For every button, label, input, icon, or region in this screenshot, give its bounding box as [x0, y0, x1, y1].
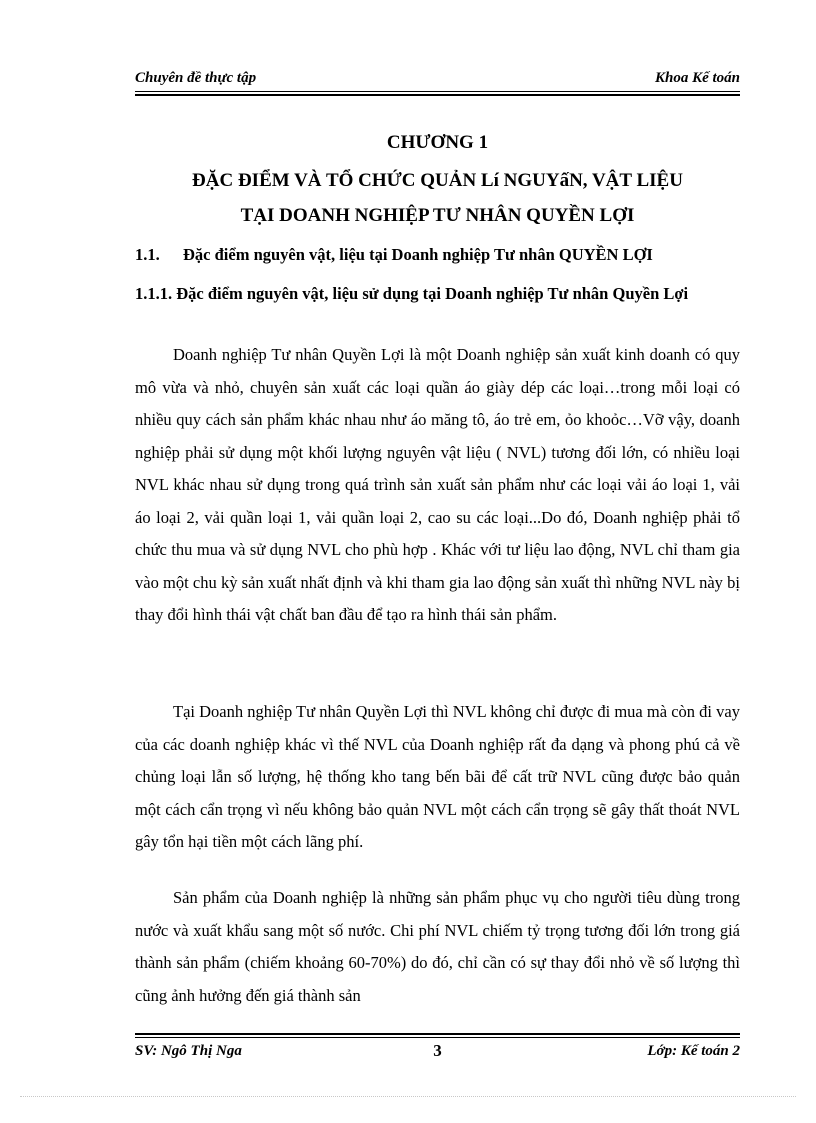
- footer-divider: [135, 1037, 740, 1038]
- page-number: 3: [433, 1041, 442, 1060]
- page-bottom-border: [20, 1096, 796, 1097]
- header-divider-thick: [135, 94, 740, 96]
- subsection-heading: 1.1.1. Đặc điểm nguyên vật, liệu sử dụng tại Doanh nghiệp Tư nhân Quyền Lợi: [135, 284, 689, 303]
- section-number: 1.1.: [135, 245, 160, 264]
- header-department: Khoa Kế toán: [654, 70, 740, 86]
- body-paragraph-3: Sản phẩm của Doanh nghiệp là những sản phẩm phục vụ cho người tiêu dùng trong nước và xuất khẩu sang một số nước. Chi phí NVL chiếm tỷ trọng tương đối lớn trong giá thành sản phẩm (chiếm khoảng 60-70%) do đó, chỉ cần có sự thay đổi nhỏ về số lượng thì cũng ảnh hưởng đến giá thành sản: [135, 888, 740, 1005]
- header-document-type: Chuyên đề thực tập: [135, 70, 257, 86]
- page-header: [135, 70, 740, 90]
- page-footer: [135, 1041, 740, 1063]
- chapter-number: CHƯƠNG 1: [386, 132, 489, 153]
- section-title: Đặc điểm nguyên vật, liệu tại Doanh nghiệp Tư nhân QUYỀN LỢI: [183, 245, 653, 264]
- body-paragraph-1: Doanh nghiệp Tư nhân Quyền Lợi là một Doanh nghiệp sản xuất kinh doanh có quy mô vừa và nhỏ, chuyên sản xuất các loại quần áo giày dép các loại…trong mỗi loại có nhiều quy cách sản phẩm khác nhau như áo măng tô, áo trẻ em, ỏo khoỏc…Vỡ vậy, doanh nghiệp phải sử dụng một khối lượng nguyên vật liệu ( NVL) tương đối lớn, có nhiều loại NVL khác nhau sử dụng trong quá trình sản xuất sản phẩm như các loại vải áo loại 1, vải áo loại 2, vải quần loại 1, vải quần loại 2, cao su các loại...Do đó, Doanh nghiệp phải tổ chức thu mua và sử dụng NVL cho phù hợp . Khác với tư liệu lao động, NVL chỉ tham gia vào một chu kỳ sản xuất nhất định và khi tham gia lao động sản xuất thì những NVL này bị thay đổi hình thái vật chất ban đầu để tạo ra hình thái sản phẩm.: [135, 345, 740, 624]
- chapter-title-line-2: TẠI DOANH NGHIỆP TƯ NHÂN QUYỀN LỢI: [240, 205, 635, 226]
- footer-student-name: SV: Ngô Thị Nga: [135, 1043, 242, 1059]
- header-divider: [135, 91, 740, 92]
- footer-divider-thick: [135, 1033, 740, 1035]
- footer-class: Lớp: Kế toán 2: [647, 1043, 740, 1059]
- section-heading: [135, 245, 740, 265]
- chapter-title-line-1: ĐẶC ĐIỂM VÀ TỔ CHỨC QUẢN Lí NGUYấN, VẬT LIỆU: [192, 170, 683, 191]
- body-paragraph-2: Tại Doanh nghiệp Tư nhân Quyền Lợi thì NVL không chỉ được đi mua mà còn đi vay của các doanh nghiệp khác vì thế NVL của Doanh nghiệp rất đa dạng và phong phú cả về chủng loại lẫn số lượng, hệ thống kho tang bến bãi để cất trữ NVL cũng được bảo quản một cách cẩn trọng vì nếu không bảo quản NVL một cách cẩn trọng sẽ gây thất thoát NVL gây tổn hại tiền một cách lãng phí.: [135, 702, 740, 851]
